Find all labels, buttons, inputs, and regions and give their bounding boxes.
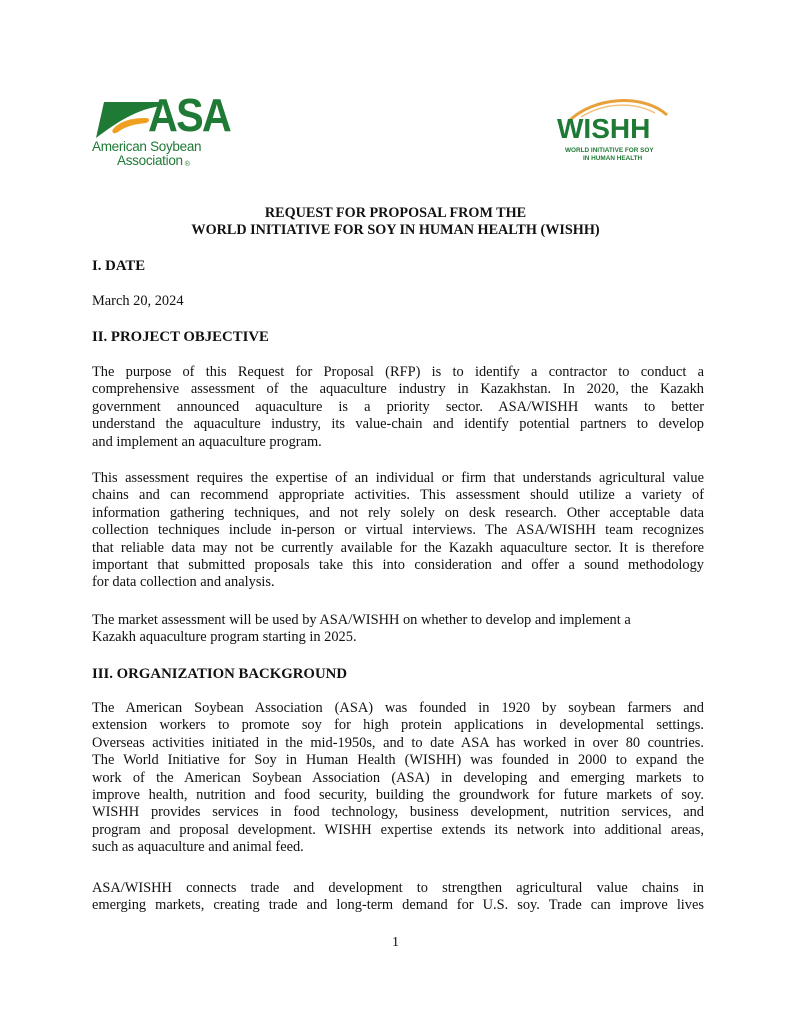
text-line: and implement an aquaculture program. xyxy=(92,433,322,450)
text-line: The World Initiative for Soy in Human Health (WISHH) was founded in 2000 to expand the xyxy=(92,752,704,769)
section-heading-background: III. ORGANIZATION BACKGROUND xyxy=(92,666,348,682)
section-heading-date: I. DATE xyxy=(92,258,146,274)
section-heading-objective: II. PROJECT OBJECTIVE xyxy=(92,329,269,345)
text-line: WISHH provides services in food technology, business development, nutrition services, and xyxy=(92,804,704,821)
text-line: collection techniques include in-person or virtual interviews. The ASA/WISHH team recognizes xyxy=(92,522,704,539)
text-line: comprehensive assessment of the aquaculture industry in Kazakhstan. In 2020, the Kazakh xyxy=(92,381,704,398)
background-paragraph-2 xyxy=(92,880,704,915)
wishh-logo-tagline-1: WORLD INITIATIVE FOR SOY xyxy=(565,147,654,154)
text-line: for data collection and analysis. xyxy=(92,574,275,591)
page-number: 1 xyxy=(392,935,399,950)
text-line: important that submitted proposals take this into consideration and offer a sound methodology xyxy=(92,557,704,574)
background-paragraph-1 xyxy=(92,700,704,857)
wishh-logo xyxy=(555,95,675,170)
objective-paragraph-1 xyxy=(92,364,704,451)
registered-mark-icon: ® xyxy=(184,161,190,168)
text-line: work of the American Soybean Association (ASA) in developing and emerging markets to xyxy=(92,769,704,786)
asa-logo-name-text: Association xyxy=(117,153,183,168)
asa-logo-name-line2 xyxy=(117,153,190,168)
date-value: March 20, 2024 xyxy=(92,293,184,309)
text-line: understand the aquaculture industry, its value-chain and identify potential partners to develop xyxy=(92,416,704,433)
text-line: The market assessment will be used by ASA/WISHH on whether to develop and implement a xyxy=(92,612,631,628)
text-line: improve health, nutrition and food security, building the groundwork for future markets of soy. xyxy=(92,787,704,804)
asa-logo-letters: ASA xyxy=(148,89,231,141)
wishh-logo-tagline-2: IN HUMAN HEALTH xyxy=(583,155,643,162)
text-line: information gathering techniques, and not rely solely on desk research. Other acceptable data xyxy=(92,504,704,521)
wishh-logo-word: WISHH xyxy=(557,113,651,144)
document-title-line1: REQUEST FOR PROPOSAL FROM THE xyxy=(264,205,527,221)
text-line: extension workers to promote soy for high protein applications in developmental settings. xyxy=(92,717,704,734)
text-line: government announced aquaculture is a priority sector. ASA/WISHH wants to better xyxy=(92,398,704,415)
objective-paragraph-3 xyxy=(92,612,704,647)
text-line: such as aquaculture and animal feed. xyxy=(92,839,304,856)
text-line: Kazakh aquaculture program starting in 2025. xyxy=(92,629,357,646)
text-line: ASA/WISHH connects trade and development to strengthen agricultural value chains in xyxy=(92,880,704,896)
text-line: that reliable data may not be currently available for the Kazakh aquaculture sector. It is therefore xyxy=(92,539,704,556)
document-title-line2: WORLD INITIATIVE FOR SOY IN HUMAN HEALTH (WISHH) xyxy=(191,222,600,238)
text-line: The American Soybean Association (ASA) was founded in 1920 by soybean farmers and xyxy=(92,700,704,716)
text-line: chains and can recommend appropriate activities. This assessment should utilize a variety of xyxy=(92,487,704,504)
asa-logo xyxy=(92,89,232,170)
objective-paragraph-2 xyxy=(92,470,704,592)
text-line: This assessment requires the expertise of an individual or firm that understands agricultural value xyxy=(92,470,704,486)
text-line: The purpose of this Request for Proposal (RFP) is to identify a contractor to conduct a xyxy=(92,364,704,380)
asa-logo-name-line1: American Soybean xyxy=(92,139,202,154)
text-line: program and proposal development. WISHH expertise extends its network into additional areas, xyxy=(92,821,704,838)
text-line: emerging markets, creating trade and long-term demand for U.S. soy. Trade can improve lives xyxy=(92,897,704,914)
text-line: Overseas activities initiated in the mid-1950s, and to date ASA has worked in over 80 countries. xyxy=(92,734,704,751)
